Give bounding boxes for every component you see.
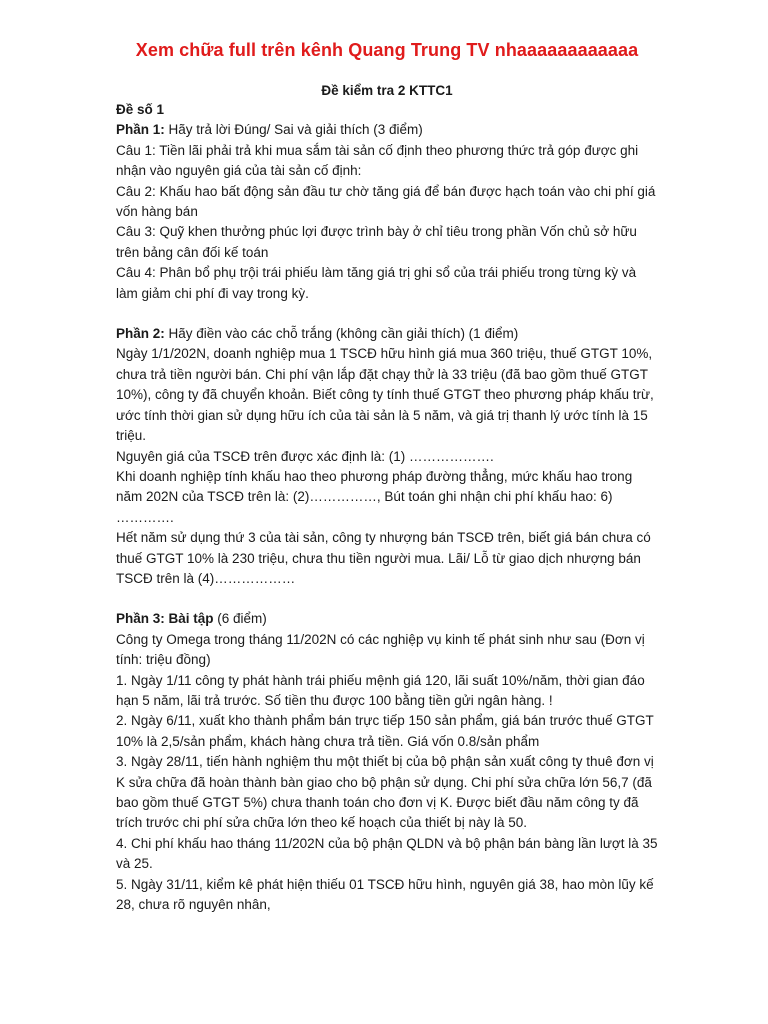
part2-paragraph-1: Ngày 1/1/202N, doanh nghiệp mua 1 TSCĐ hữu hình giá mua 360 triệu, thuế GTGT 10%, chưa trả tiền người bán. Chi phí vận lắp đặt chạy thử là 33 triệu (đã bao gồm thuế GTGT 10%), công ty đã chuyển khoản. Biết công ty tính thuế GTGT theo phương pháp khấu trừ, ước tính thời gian sử dụng hữu ích của tài sản là 5 năm, và giá trị thanh lý ước tính là 15 triệu. bbox=[116, 346, 654, 444]
part1-instruction: Hãy trả lời Đúng/ Sai và giải thích (3 điểm) bbox=[164, 122, 423, 138]
section-gap bbox=[116, 304, 658, 324]
part2-paragraph-4: Hết năm sử dụng thứ 3 của tài sản, công ty nhượng bán TSCĐ trên, biết giá bán chưa có thuế GTGT 10% là 230 triệu, chưa thu tiền người mua. Lãi/ Lỗ từ giao dịch nhượng bán TSCĐ trên là (4)……………… bbox=[116, 530, 651, 586]
exam-number: Đề số 1 bbox=[116, 102, 165, 117]
part1-question-4: Câu 4: Phân bổ phụ trội trái phiếu làm tăng giá trị ghi sổ của trái phiếu trong từng kỳ và làm giảm chi phí đi vay trong kỳ. bbox=[116, 265, 637, 301]
part3-intro: Công ty Omega trong tháng 11/202N có các nghiệp vụ kinh tế phát sinh như sau (Đơn vị tính: triệu đồng) bbox=[116, 631, 645, 668]
part3-item-2: 2. Ngày 6/11, xuất kho thành phẩm bán trực tiếp 150 sản phẩm, giá bán trước thuế GTGT 10% là 2,5/sản phẩm, khách hàng chưa trả tiền. Giá vốn 0.8/sản phẩm bbox=[116, 713, 654, 749]
part2-paragraph-3: Khi doanh nghiệp tính khấu hao theo phương pháp đường thẳng, mức khấu hao trong năm 202N của TSCĐ trên là: (2)……………, Bút toán ghi nhận chi phí khấu hao: 6) …………. bbox=[116, 468, 633, 525]
part1-heading bbox=[116, 120, 658, 140]
part3-heading bbox=[116, 609, 658, 629]
part2-label: Phần 2: bbox=[116, 326, 165, 342]
part2-heading bbox=[116, 324, 658, 344]
part2-paragraph-2: Nguyên giá của TSCĐ trên được xác định là: (1) ………………. bbox=[116, 448, 494, 464]
part3-item-1: 1. Ngày 1/11 công ty phát hành trái phiếu mệnh giá 120, lãi suất 10%/năm, thời gian đáo hạn 5 năm, lãi trả trước. Số tiền thu được 100 bằng tiền gửi ngân hàng. ! bbox=[116, 672, 645, 708]
part2-instruction: Hãy điền vào các chỗ trắng (không cần giải thích) (1 điểm) bbox=[164, 326, 519, 342]
part3-instruction: (6 điểm) bbox=[213, 611, 267, 627]
part3-item-5: 5. Ngày 31/11, kiểm kê phát hiện thiếu 01 TSCĐ hữu hình, nguyên giá 38, hao mòn lũy kế 28, chưa rõ nguyên nhân, bbox=[116, 876, 654, 913]
document-body bbox=[116, 100, 658, 915]
part3-item-3: 3. Ngày 28/11, tiến hành nghiệm thu một thiết bị của bộ phận sản xuất công ty thuê đơn vị K sửa chữa đã hoàn thành bàn giao cho bộ phận sử dụng. Chi phí sửa chữa lớn 56,7 (đã bao gồm thuế GTGT 5%) chưa thanh toán cho đơn vị K. Được biết đầu năm công ty đã trích trước chi phí sửa chữa lớn theo kế hoạch của thiết bị này là 50. bbox=[116, 754, 654, 831]
part3-item-4: 4. Chi phí khấu hao tháng 11/202N của bộ phận QLDN và bộ phận bán bàng lần lượt là 35 và 25. bbox=[116, 835, 658, 872]
part1-label: Phần 1: bbox=[116, 122, 165, 138]
promo-banner: Xem chữa full trên kênh Quang Trung TV nhaaaaaaaaaaaa bbox=[135, 40, 639, 60]
section-gap bbox=[116, 589, 658, 609]
exam-title: Đề kiểm tra 2 KTTC1 bbox=[321, 83, 453, 98]
part1-question-3: Câu 3: Quỹ khen thưởng phúc lợi được trình bày ở chỉ tiêu trong phần Vốn chủ sở hữu trên bảng cân đối kế toán bbox=[116, 224, 637, 260]
part1-question-1: Câu 1: Tiền lãi phải trả khi mua sắm tài sản cố định theo phương thức trả góp được ghi nhận vào nguyên giá của tài sản cố định: bbox=[116, 142, 639, 179]
part1-question-2: Câu 2: Khấu hao bất động sản đầu tư chờ tăng giá để bán được hạch toán vào chi phí giá vốn hàng bán bbox=[116, 183, 656, 220]
part3-label: Phần 3: Bài tập bbox=[116, 611, 214, 627]
